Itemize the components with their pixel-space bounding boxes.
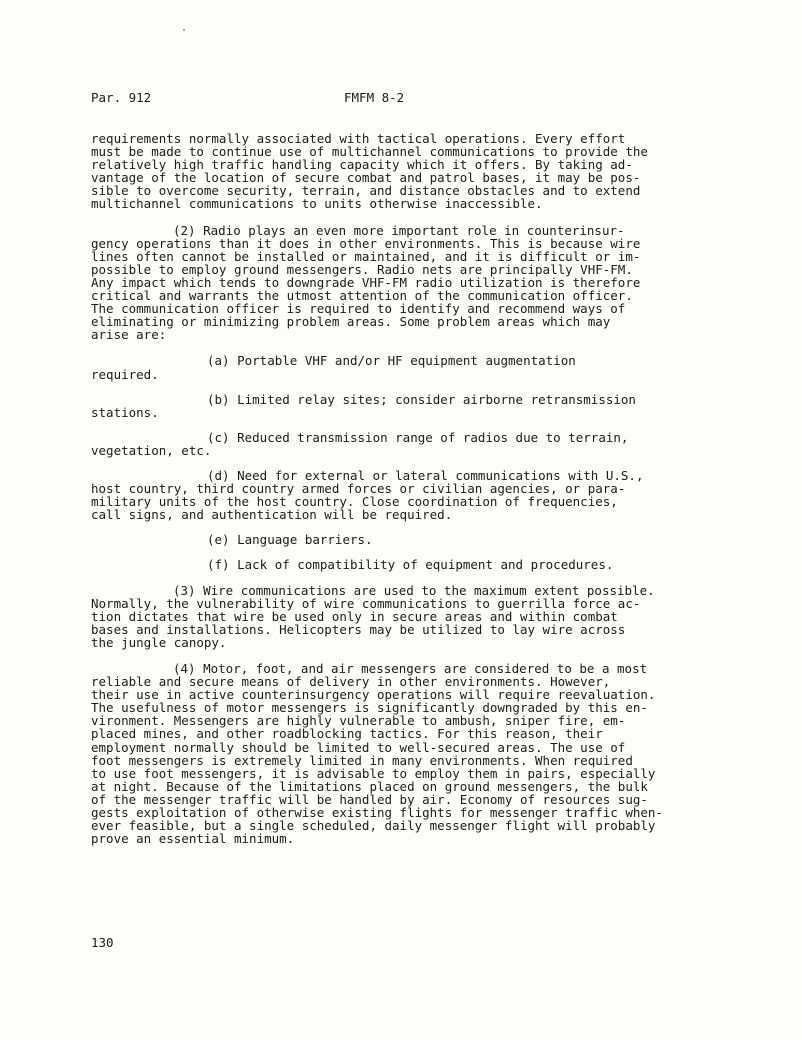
paragraph-4-messengers: (4) Motor, foot, and air messengers are considered to be a most reliable and secure means of delivery in other environments. However, their use in active counterinsurgency operations will require reevaluation. The usefulness of motor messengers is significantly downgraded by this en- vironment. Messengers are highly vulnerable to ambush, sniper fire, em- placed mines, and other roadblocking tactics. For this reason, their employment normally should be limited to well-secured areas. The use of foot messengers is extremely limited in many environments. When required to use foot messengers, it is advisable to employ them in pairs, especially at night. Because of the limitations placed on ground messengers, the bulk of the messenger traffic will be handled by air. Economy of resources sug- gests exploitation of otherwise existing flights for messenger traffic when- ever feasible, but a single scheduled, daily messenger flight will probably prove an essential minimum.: [91, 661, 663, 847]
problem-item-a: (a) Portable VHF and/or HF equipment augmentation required.: [91, 353, 576, 382]
body-text: [91, 132, 671, 858]
paragraph-2-radio: (2) Radio plays an even more important role in counterinsur- gency operations than it does in other environments. This is because wire lines often cannot be installed or maintained, and it is difficult or im- possible to employ ground messengers. Radio nets are principally VHF-FM. Any impact which tends to downgrade VHF-FM radio utilization is therefore critical and warrants the utmost attention of the communication officer. The communication officer is required to identify and recommend ways of eliminating or minimizing problem areas. Some problem areas which may arise are:: [91, 222, 641, 343]
problem-item-b: (b) Limited relay sites; consider airborne retransmission stations.: [91, 391, 636, 420]
paragraph-reference: Par. 912: [91, 90, 152, 105]
scan-speck: [183, 29, 185, 31]
page-number: 130: [91, 935, 114, 950]
problem-item-c: (c) Reduced transmission range of radios due to terrain, vegetation, etc.: [91, 429, 629, 458]
continued-paragraph: requirements normally associated with tactical operations. Every effort must be made to continue use of multichannel communications to provide the relatively high traffic handling capacity which it offers. By taking ad- vantage of the location of secure combat and patrol bases, it may be pos- sible to overcome security, terrain, and distance obstacles and to extend multichannel communications to units otherwise inaccessible.: [91, 131, 648, 212]
paragraph-3-wire: (3) Wire communications are used to the maximum extent possible. Normally, the vulnerability of wire communications to guerrilla force ac- tion dictates that wire be used only in secure areas and within combat bases and installations. Helicopters may be utilized to lay wire across the jungle canopy.: [91, 582, 655, 650]
problem-item-e: (e) Language barriers.: [207, 532, 373, 548]
manual-designation: FMFM 8-2: [344, 90, 405, 105]
problem-item-f: (f) Lack of compatibility of equipment and procedures.: [207, 557, 614, 573]
problem-item-d: (d) Need for external or lateral communications with U.S., host country, third country armed forces or civilian agencies, or para- military units of the host country. Close coordination of frequencies, call signs, and authentication will be required.: [91, 467, 644, 523]
page-header: [0, 90, 802, 108]
